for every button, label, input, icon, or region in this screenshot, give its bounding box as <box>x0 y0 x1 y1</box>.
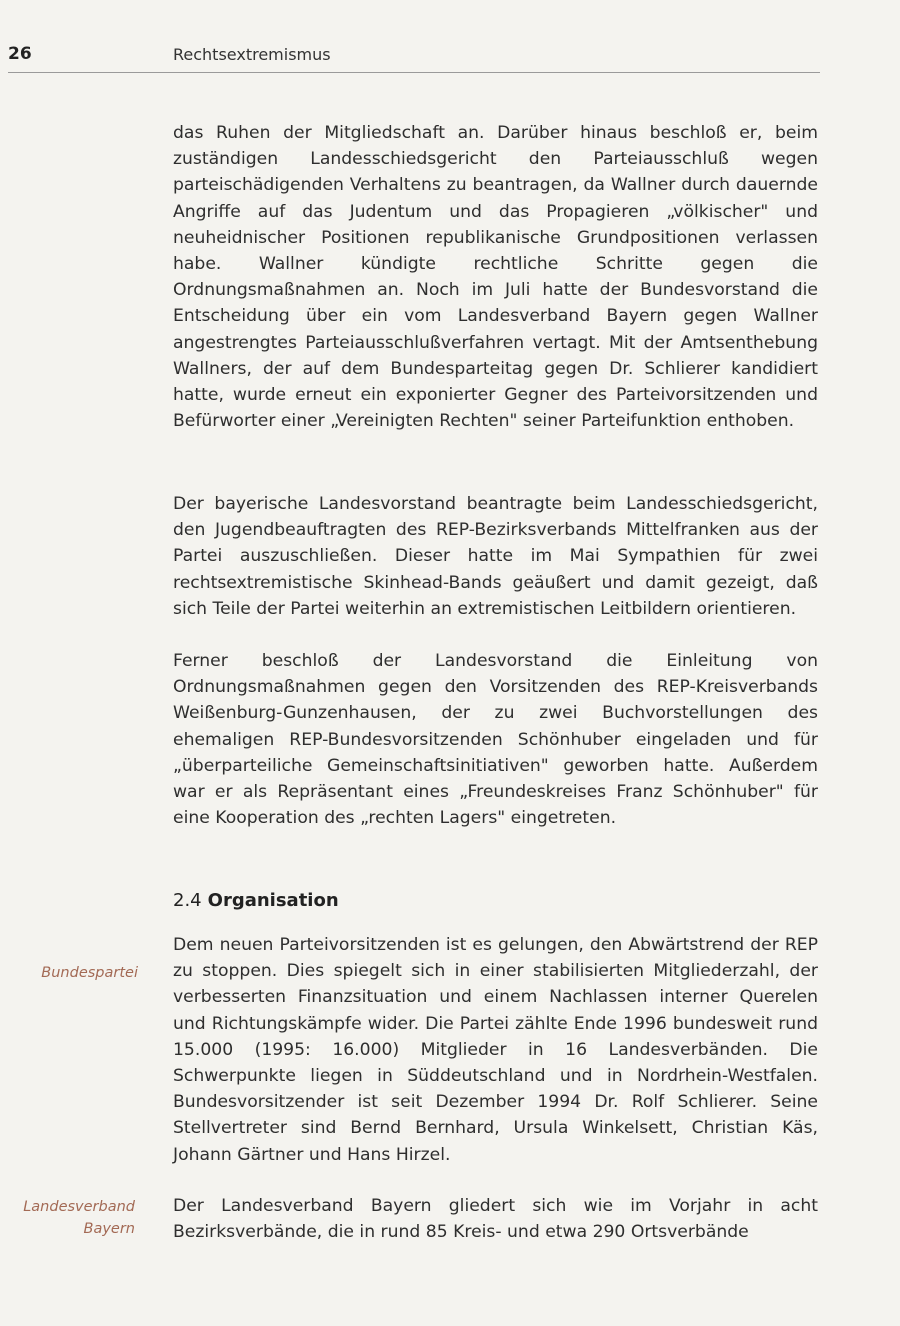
paragraph-1: das Ruhen der Mitgliedschaft an. Darüber hinaus beschloß er, beim zuständigen Landesschiedsgericht den Parteiausschluß wegen parteischädigenden Verhaltens zu beantragen, da Wallner durch dauernde Angriffe auf das Judentum und das Propagieren „völkischer" und neuheidnischer Positionen republikanische Grundpositionen verlassen habe. Wallner kündigte rechtliche Schritte gegen die Ordnungsmaßnahmen an. Noch im Juli hatte der Bundesvorstand die Entscheidung über ein vom Landesverband Bayern gegen Wallner angestrengtes Parteiausschlußverfahren vertagt. Mit der Amtsenthebung Wallners, der auf dem Bundesparteitag gegen Dr. Schlierer kandidiert hatte, wurde erneut ein exponierter Gegner des Parteivorsitzenden und Befürworter einer „Vereinigten Rechten" seiner Parteifunktion enthoben. <box>173 123 818 432</box>
margin-note-bundespartei: Bundespartei <box>41 965 138 981</box>
paragraph-2: Der bayerische Landesvorstand beantragte beim Landesschiedsgericht, den Jugendbeauftragten des REP-Bezirksverbands Mittelfranken aus der Partei auszuschließen. Dieser hatte im Mai Sympathien für zwei rechtsextremistische Skinhead-Bands geäußert und damit gezeigt, daß sich Teile der Partei weiterhin an extremistischen Leitbildern orientieren. <box>173 494 818 619</box>
section-heading <box>173 890 339 911</box>
header-divider <box>8 72 820 73</box>
section-paragraph-2: Der Landesverband Bayern gliedert sich wie im Vorjahr in acht Bezirksverbände, die in rund 85 Kreis- und etwa 290 Ortsverbände <box>173 1196 818 1243</box>
section-number: 2.4 <box>173 890 202 911</box>
margin-note-landesverband: Landesverband Bayern <box>23 1199 135 1237</box>
paragraph-3: Ferner beschloß der Landesvorstand die Einleitung von Ordnungsmaßnahmen gegen den Vorsitzenden des REP-Kreisverbands Weißenburg-Gunzenhausen, der zu zwei Buchvorstellungen des ehemaligen REP-Bundesvorsitzenden Schönhuber eingeladen und für „überparteiliche Gemeinschaftsinitiativen" geworben hatte. Außerdem war er als Repräsentant eines „Freundeskreises Franz Schönhuber" für eine Kooperation des „rechten Lagers" eingetreten. <box>173 651 818 829</box>
page-number: 26 <box>8 44 32 64</box>
section-title: Organisation <box>207 890 339 911</box>
section-paragraph-1: Dem neuen Parteivorsitzenden ist es gelungen, den Abwärtstrend der REP zu stoppen. Dies spiegelt sich in einer stabilisierten Mitgliederzahl, der verbesserten Finanzsituation und einem Nachlassen interner Querelen und Richtungskämpfe wider. Die Partei zählte Ende 1996 bundesweit rund 15.000 (1995: 16.000) Mitglieder in 16 Landesverbänden. Die Schwerpunkte liegen in Süddeutschland und in Nordrhein-Westfalen. Bundesvorsitzender ist seit Dezember 1994 Dr. Rolf Schlierer. Seine Stellvertreter sind Bernd Bernhard, Ursula Winkelsett, Christian Käs, Johann Gärtner und Hans Hirzel. <box>173 935 818 1165</box>
running-title: Rechtsextremismus <box>173 45 331 64</box>
